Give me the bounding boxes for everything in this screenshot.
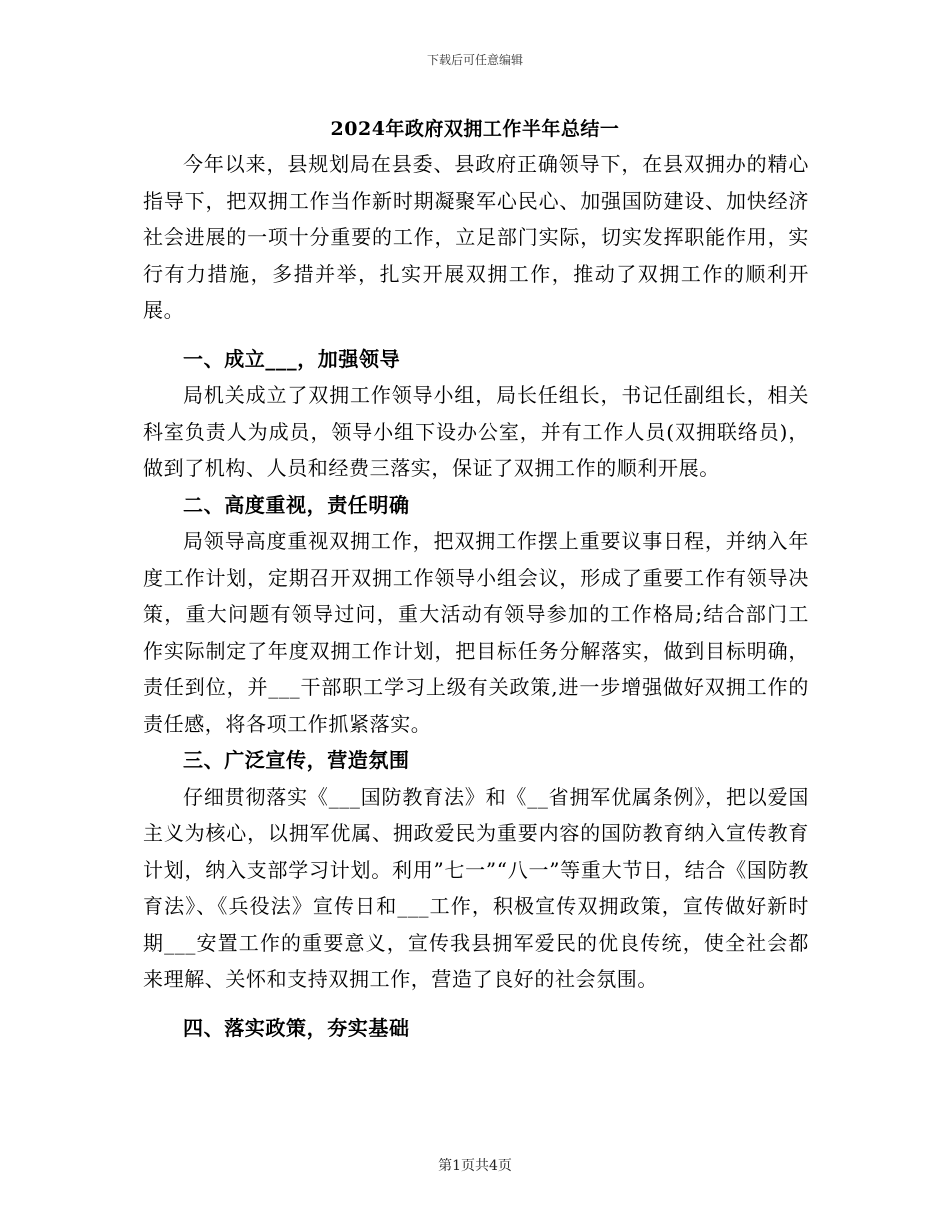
section-heading-4: 四、落实政策，夯实基础 (183, 1015, 410, 1040)
document-body (143, 146, 809, 1046)
page-number: 第1页共4页 (438, 1158, 512, 1174)
section-body-3: 仔细贯彻落实《___国防教育法》和《__省拥军优属条例》，把以爱国主义为核心，以拥军优属、拥政爱民为重要内容的国防教育纳入宣传教育计划，纳入支部学习计划。利用”七一”“八一”等重大节日，结合《国防教育法》、《兵役法》宣传日和___工作，积极宣传双拥政策，宣传做好新时期___安置工作的重要意义，宣传我县拥军爱民的优良传统，使全社会都来理解、关怀和支持双拥工作，营造了良好的社会氛围。 (143, 784, 809, 991)
section-body-2: 局领导高度重视双拥工作，把双拥工作摆上重要议事日程，并纳入年度工作计划，定期召开双拥工作领导小组会议，形成了重要工作有领导决策，重大问题有领导过问，重大活动有领导参加的工作格局;结合部门工作实际制定了年度双拥工作计划，把目标任务分解落实，做到目标明确，责任到位，并___干部职工学习上级有关政策,进一步增强做好双拥工作的责任感，将各项工作抓紧落实。 (143, 529, 809, 736)
intro-paragraph: 今年以来，县规划局在县委、县政府正确领导下，在县双拥办的精心指导下，把双拥工作当作新时期凝聚军心民心、加强国防建设、加快经济社会进展的一项十分重要的工作，立足部门实际，切实发挥职能作用，实行有力措施，多措并举，扎实开展双拥工作，推动了双拥工作的顺利开展。 (143, 152, 809, 322)
page-header-note: 下载后可任意编辑 (426, 53, 523, 67)
section-heading-1: 一、成立___，加强领导 (183, 346, 401, 371)
section-body-1: 局机关成立了双拥工作领导小组，局长任组长，书记任副组长，相关科室负责人为成员，领导小组下设办公室，并有工作人员(双拥联络员)，做到了机构、人员和经费三落实，保证了双拥工作的顺利开展。 (143, 383, 809, 480)
document-title: 2024年政府双拥工作半年总结一 (330, 118, 620, 140)
section-heading-3: 三、广泛宣传，营造氛围 (183, 748, 410, 772)
section-heading-2: 二、高度重视，责任明确 (183, 492, 410, 517)
